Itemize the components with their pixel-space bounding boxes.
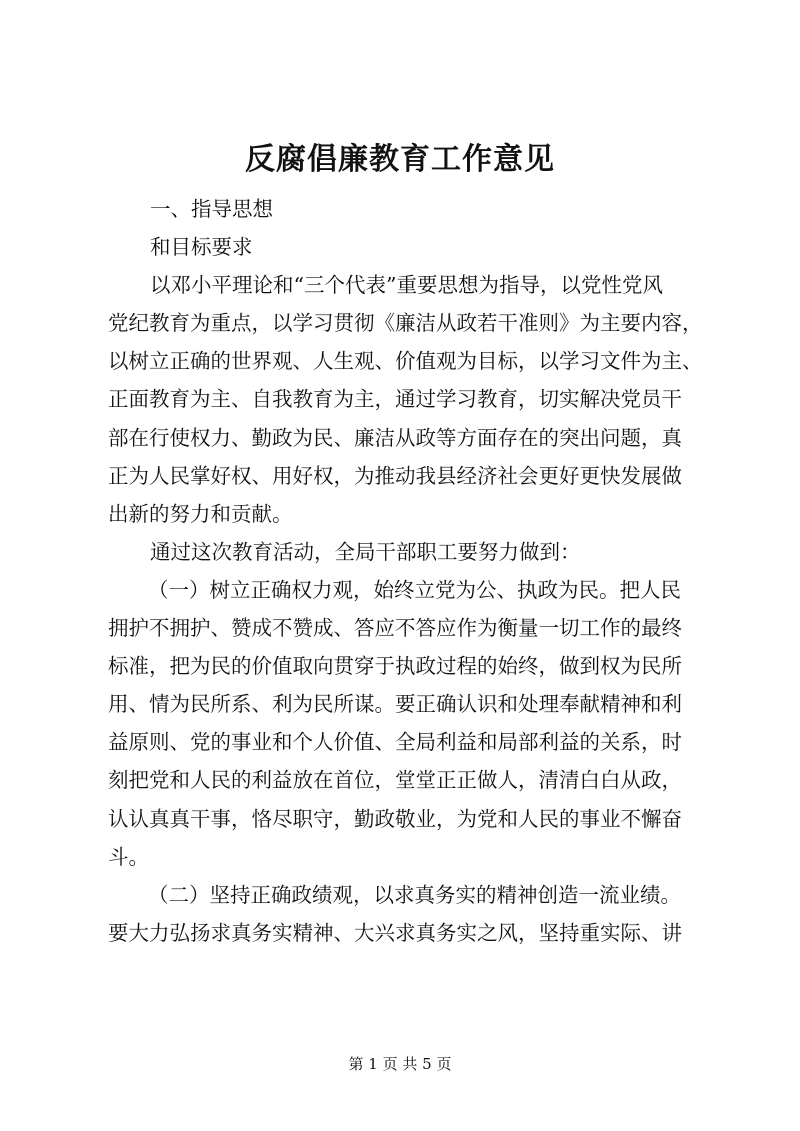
paragraph-line: 通过这次教育活动，全局干部职工要努力做到： — [150, 539, 581, 564]
section-heading: 一、指导思想 — [150, 197, 273, 221]
paragraph-line: （一）树立正确权力观，始终立党为公、执政为民。把人民 — [148, 577, 681, 602]
paragraph-line: 正面教育为主、自我教育为主，通过学习教育，切实解决党员干 — [108, 387, 682, 412]
section-heading-continued: 和目标要求 — [150, 235, 253, 260]
paragraph-line: 益原则、党的事业和个人价值、全局利益和局部利益的关系，时 — [108, 730, 682, 755]
paragraph-line: 以树立正确的世界观、人生观、价值观为目标，以学习文件为主、 — [108, 349, 703, 374]
paragraph-line: 出新的努力和贡献。 — [108, 501, 293, 526]
document-title: 反腐倡廉教育工作意见 — [245, 142, 555, 177]
paragraph-line: 刻把党和人民的利益放在首位，堂堂正正做人，清清白白从政， — [108, 768, 682, 793]
paragraph-line: 认认真真干事，恪尽职守，勤政敬业，为党和人民的事业不懈奋 — [108, 806, 682, 831]
paragraph-line: 部在行使权力、勤政为民、廉洁从政等方面存在的突出问题，真 — [108, 425, 682, 450]
paragraph-line: （二）坚持正确政绩观，以求真务实的精神创造一流业绩。 — [148, 882, 681, 907]
paragraph-line: 标准，把为民的价值取向贯穿于执政过程的始终，做到权为民所 — [108, 654, 682, 679]
page-number: 第 1 页 共 5 页 — [348, 1055, 452, 1073]
paragraph-line: 拥护不拥护、赞成不赞成、答应不答应作为衡量一切工作的最终 — [108, 616, 682, 641]
paragraph-line: 正为人民掌好权、用好权，为推动我县经济社会更好更快发展做 — [108, 463, 682, 488]
paragraph-line: 斗。 — [108, 844, 149, 869]
document-body — [108, 190, 708, 952]
paragraph-line: 要大力弘扬求真务实精神、大兴求真务实之风，坚持重实际、讲 — [108, 920, 682, 945]
paragraph-line: 用、情为民所系、利为民所谋。要正确认识和处理奉献精神和利 — [108, 692, 682, 717]
paragraph-line: 党纪教育为重点，以学习贯彻《廉洁从政若干准则》为主要内容， — [108, 311, 703, 336]
paragraph-line: 以邓小平理论和“三个代表”重要思想为指导，以党性党风 — [150, 273, 663, 298]
